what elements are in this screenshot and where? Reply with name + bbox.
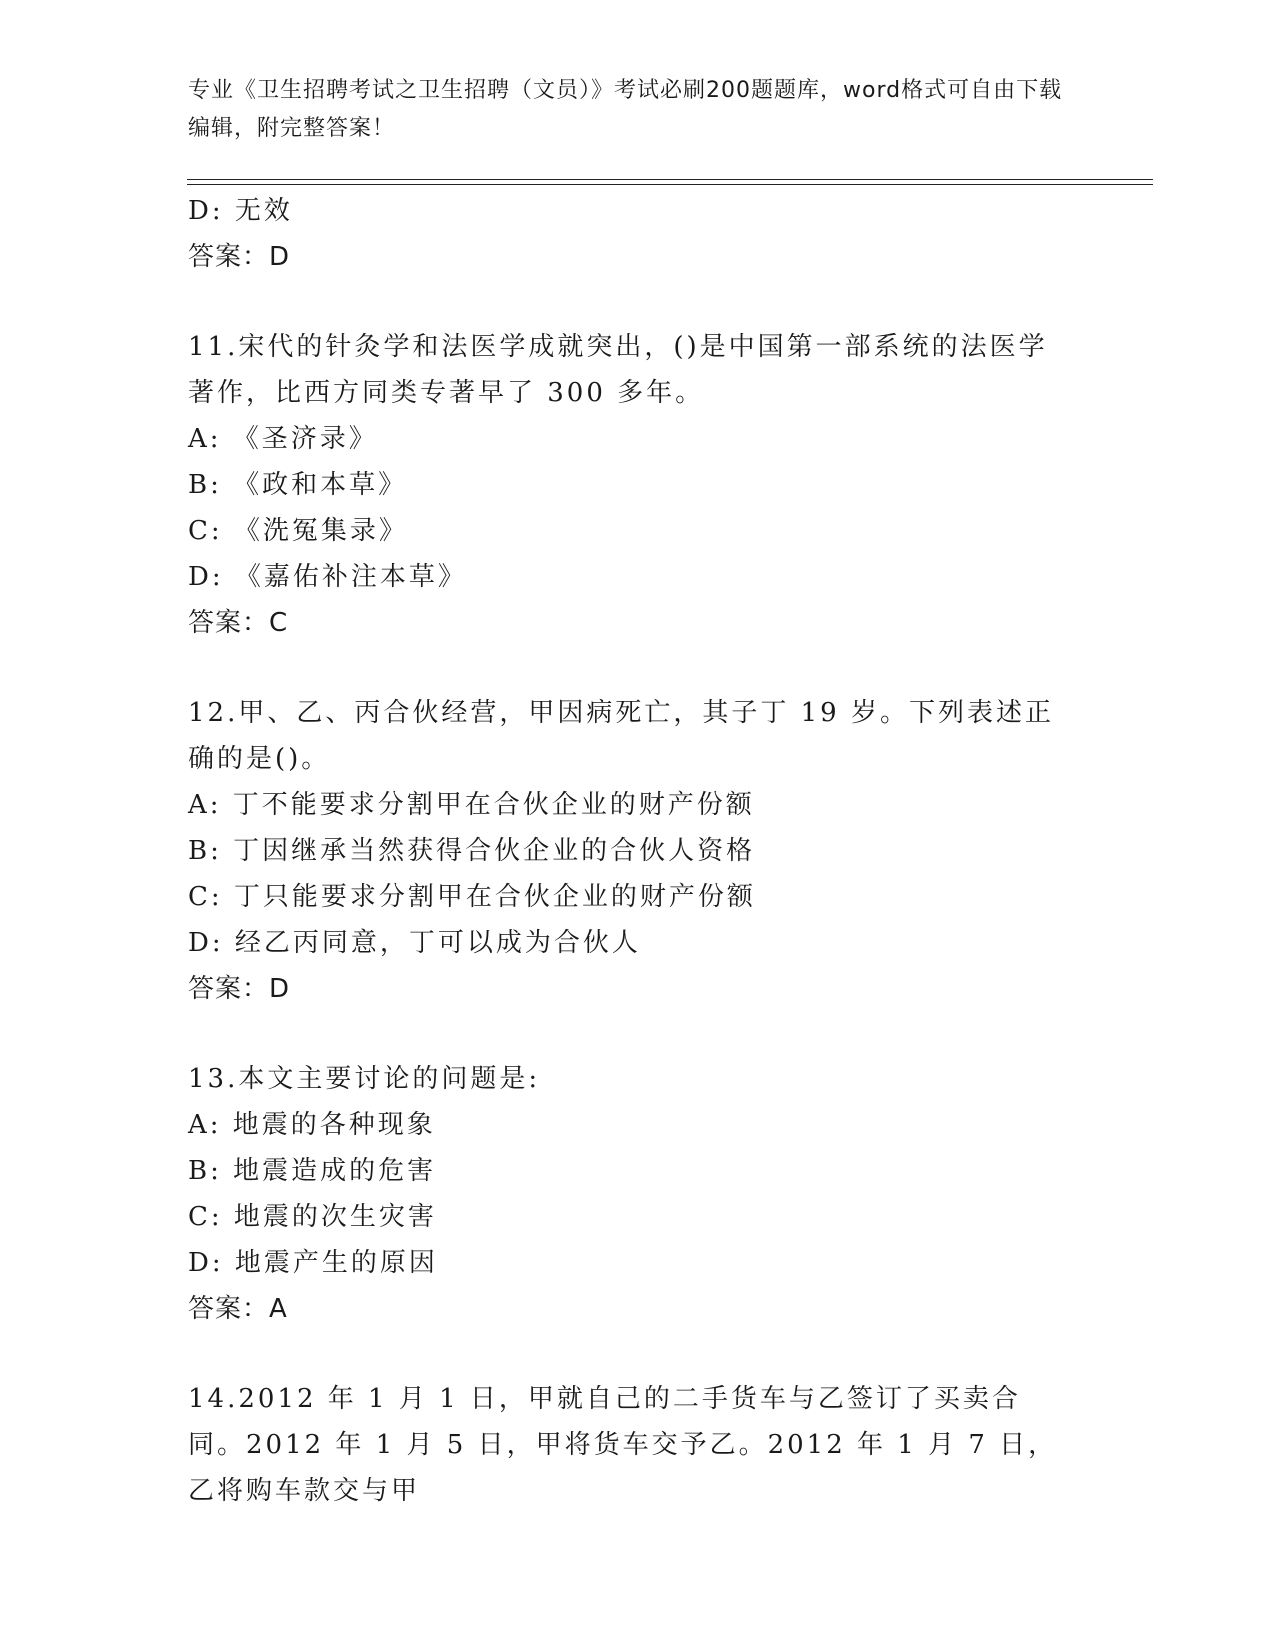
question-12-answer: 答案：D — [188, 974, 291, 1004]
question-11-answer: 答案：C — [188, 608, 289, 638]
document-body — [188, 188, 1088, 1514]
question-12-option-d: D: 经乙丙同意，丁可以成为合伙人 — [188, 928, 641, 958]
question-12-option-b: B: 丁因继承当然获得合伙企业的合伙人资格 — [188, 836, 756, 866]
question-11-option-a: A: 《圣济录》 — [188, 424, 378, 454]
question-11-option-d: D: 《嘉佑补注本草》 — [188, 562, 467, 592]
question-13-option-b: B: 地震造成的危害 — [188, 1156, 437, 1186]
question-13-option-c: C: 地震的次生灾害 — [188, 1202, 437, 1232]
question-14-stem: 14.2012 年 1 月 1 日，甲就自己的二手货车与乙签订了买卖合同。2012 年 1 月 5 日，甲将货车交予乙。2012 年 1 月 7 日，乙将购车款交与甲 — [188, 1384, 1058, 1506]
question-13-option-d: D: 地震产生的原因 — [188, 1248, 438, 1278]
document-header: 专业《卫生招聘考试之卫生招聘（文员）》考试必刷200题题库，word格式可自由下载编辑，附完整答案！ — [188, 78, 1063, 141]
question-12-stem: 12.甲、乙、丙合伙经营，甲因病死亡，其子丁 19 岁。下列表述正确的是()。 — [188, 698, 1054, 774]
answer-line: 答案：D — [188, 242, 291, 272]
question-11-stem: 11.宋代的针灸学和法医学成就突出，()是中国第一部系统的法医学著作，比西方同类专著早了 300 多年。 — [188, 332, 1048, 408]
header-rule-top — [187, 179, 1153, 180]
question-13-option-a: A: 地震的各种现象 — [188, 1110, 436, 1140]
header-rule-bottom — [187, 184, 1153, 185]
question-11-option-b: B: 《政和本草》 — [188, 470, 408, 500]
question-13-answer: 答案：A — [188, 1294, 288, 1324]
question-12-option-a: A: 丁不能要求分割甲在合伙企业的财产份额 — [188, 790, 755, 820]
question-12-option-c: C: 丁只能要求分割甲在合伙企业的财产份额 — [188, 882, 756, 912]
question-13-stem: 13.本文主要讨论的问题是: — [188, 1064, 541, 1094]
option-d: D: 无效 — [188, 196, 293, 226]
question-11-option-c: C: 《洗冤集录》 — [188, 516, 408, 546]
